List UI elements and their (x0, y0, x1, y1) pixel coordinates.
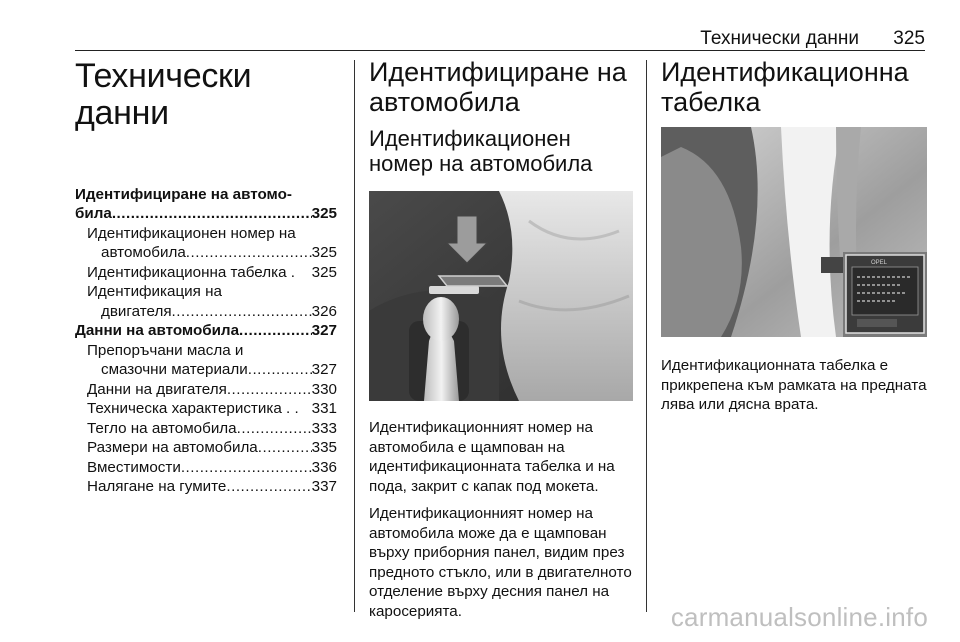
toc-page-number: 325 (311, 205, 337, 223)
toc-page-number: 325 (311, 244, 337, 262)
toc-entry[interactable] (75, 380, 337, 400)
toc-column (75, 58, 337, 497)
column-divider (646, 60, 647, 612)
toc-page-number: 337 (311, 478, 337, 496)
page-number: 325 (893, 28, 925, 49)
toc-entry-title: Идентификационен номер на (87, 224, 296, 242)
section-title: Идентифициране на автомобила (369, 57, 627, 117)
toc-page-number: 325 (311, 263, 337, 281)
subsection-title: Идентификационен номер на автомобила (369, 126, 593, 177)
toc-entry[interactable] (75, 282, 337, 302)
toc-entry-title: Препоръчани масла и (87, 341, 244, 359)
toc-leader (112, 204, 312, 224)
toc-entry-title: Размери на автомобила (87, 439, 258, 457)
watermark: carmanualsonline.info (670, 602, 928, 632)
toc-entry[interactable] (75, 419, 337, 439)
plate-column (661, 58, 927, 415)
paragraph: Идентификационният номер на автомобила е щампован на идентификационната табелка и на пода, закрит с капак под мокета. (369, 419, 615, 495)
id-plate-photo (661, 127, 927, 337)
toc-entry[interactable] (75, 321, 337, 341)
toc-entry[interactable] (75, 477, 337, 497)
toc-page-number: 335 (311, 439, 337, 457)
toc-entry-title: Идентификация на (87, 283, 222, 301)
toc-entry-title: двигателя (101, 302, 172, 320)
toc-entry[interactable] (75, 185, 337, 205)
toc-entry[interactable] (75, 302, 337, 322)
toc-page-number: 333 (311, 419, 337, 437)
toc-leader (227, 380, 312, 400)
toc-entry-title: Идентификационна табелка . (87, 263, 295, 281)
table-of-contents (75, 185, 337, 497)
toc-entry-title: автомобила (101, 244, 186, 262)
toc-leader (186, 243, 312, 263)
paragraph: Идентификационната табелка е прикрепена към рамката на предната лява или дясна врата. (661, 357, 927, 414)
toc-entry-title: смазочни материали (101, 361, 248, 379)
toc-leader (258, 438, 312, 458)
plate-brand-label: OPEL (871, 260, 888, 267)
paragraph: Идентификационният номер на автомобила може да е щампован върху приборния панел, видим през предното стъкло, или в двигателното отделение върху десния панел на каросерията. (369, 505, 632, 620)
toc-entry-title: Данни на автомобила (75, 322, 240, 340)
toc-entry-title: Данни на двигателя (87, 380, 227, 398)
toc-page-number: 336 (311, 458, 337, 476)
toc-entry[interactable] (75, 438, 337, 458)
toc-entry-title: Вместимости (87, 458, 181, 476)
toc-leader (237, 419, 312, 439)
header-title: Технически данни (700, 28, 859, 49)
toc-entry-title: Техническа характеристика . . (87, 400, 299, 418)
toc-entry-title: Тегло на автомобила (87, 419, 237, 437)
vin-floor-photo (369, 191, 633, 401)
toc-leader (172, 302, 312, 322)
vin-column (369, 58, 633, 621)
toc-page-number: 326 (311, 302, 337, 320)
toc-page-number: 327 (311, 322, 337, 340)
toc-entry[interactable] (75, 360, 337, 380)
toc-entry[interactable] (75, 458, 337, 478)
toc-entry[interactable] (75, 341, 337, 361)
toc-entry[interactable] (75, 263, 337, 283)
toc-leader (248, 360, 312, 380)
toc-entry[interactable] (75, 204, 337, 224)
column-divider (354, 60, 355, 612)
toc-entry[interactable] (75, 224, 337, 244)
toc-entry-title: Налягане на гумите (87, 478, 227, 496)
toc-leader (226, 477, 311, 497)
toc-leader (239, 321, 312, 341)
section-title: Идентификационна табелка (661, 57, 909, 117)
chapter-title: Технически данни (75, 57, 252, 133)
toc-entry-title: била (75, 205, 112, 223)
toc-page-number: 331 (311, 400, 337, 418)
toc-page-number: 330 (311, 380, 337, 398)
toc-leader (181, 458, 312, 478)
toc-entry[interactable] (75, 243, 337, 263)
toc-page-number: 327 (311, 361, 337, 379)
toc-entry[interactable] (75, 399, 337, 419)
page-header (75, 0, 925, 51)
toc-entry-title: Идентифициране на автомо- (75, 185, 292, 203)
